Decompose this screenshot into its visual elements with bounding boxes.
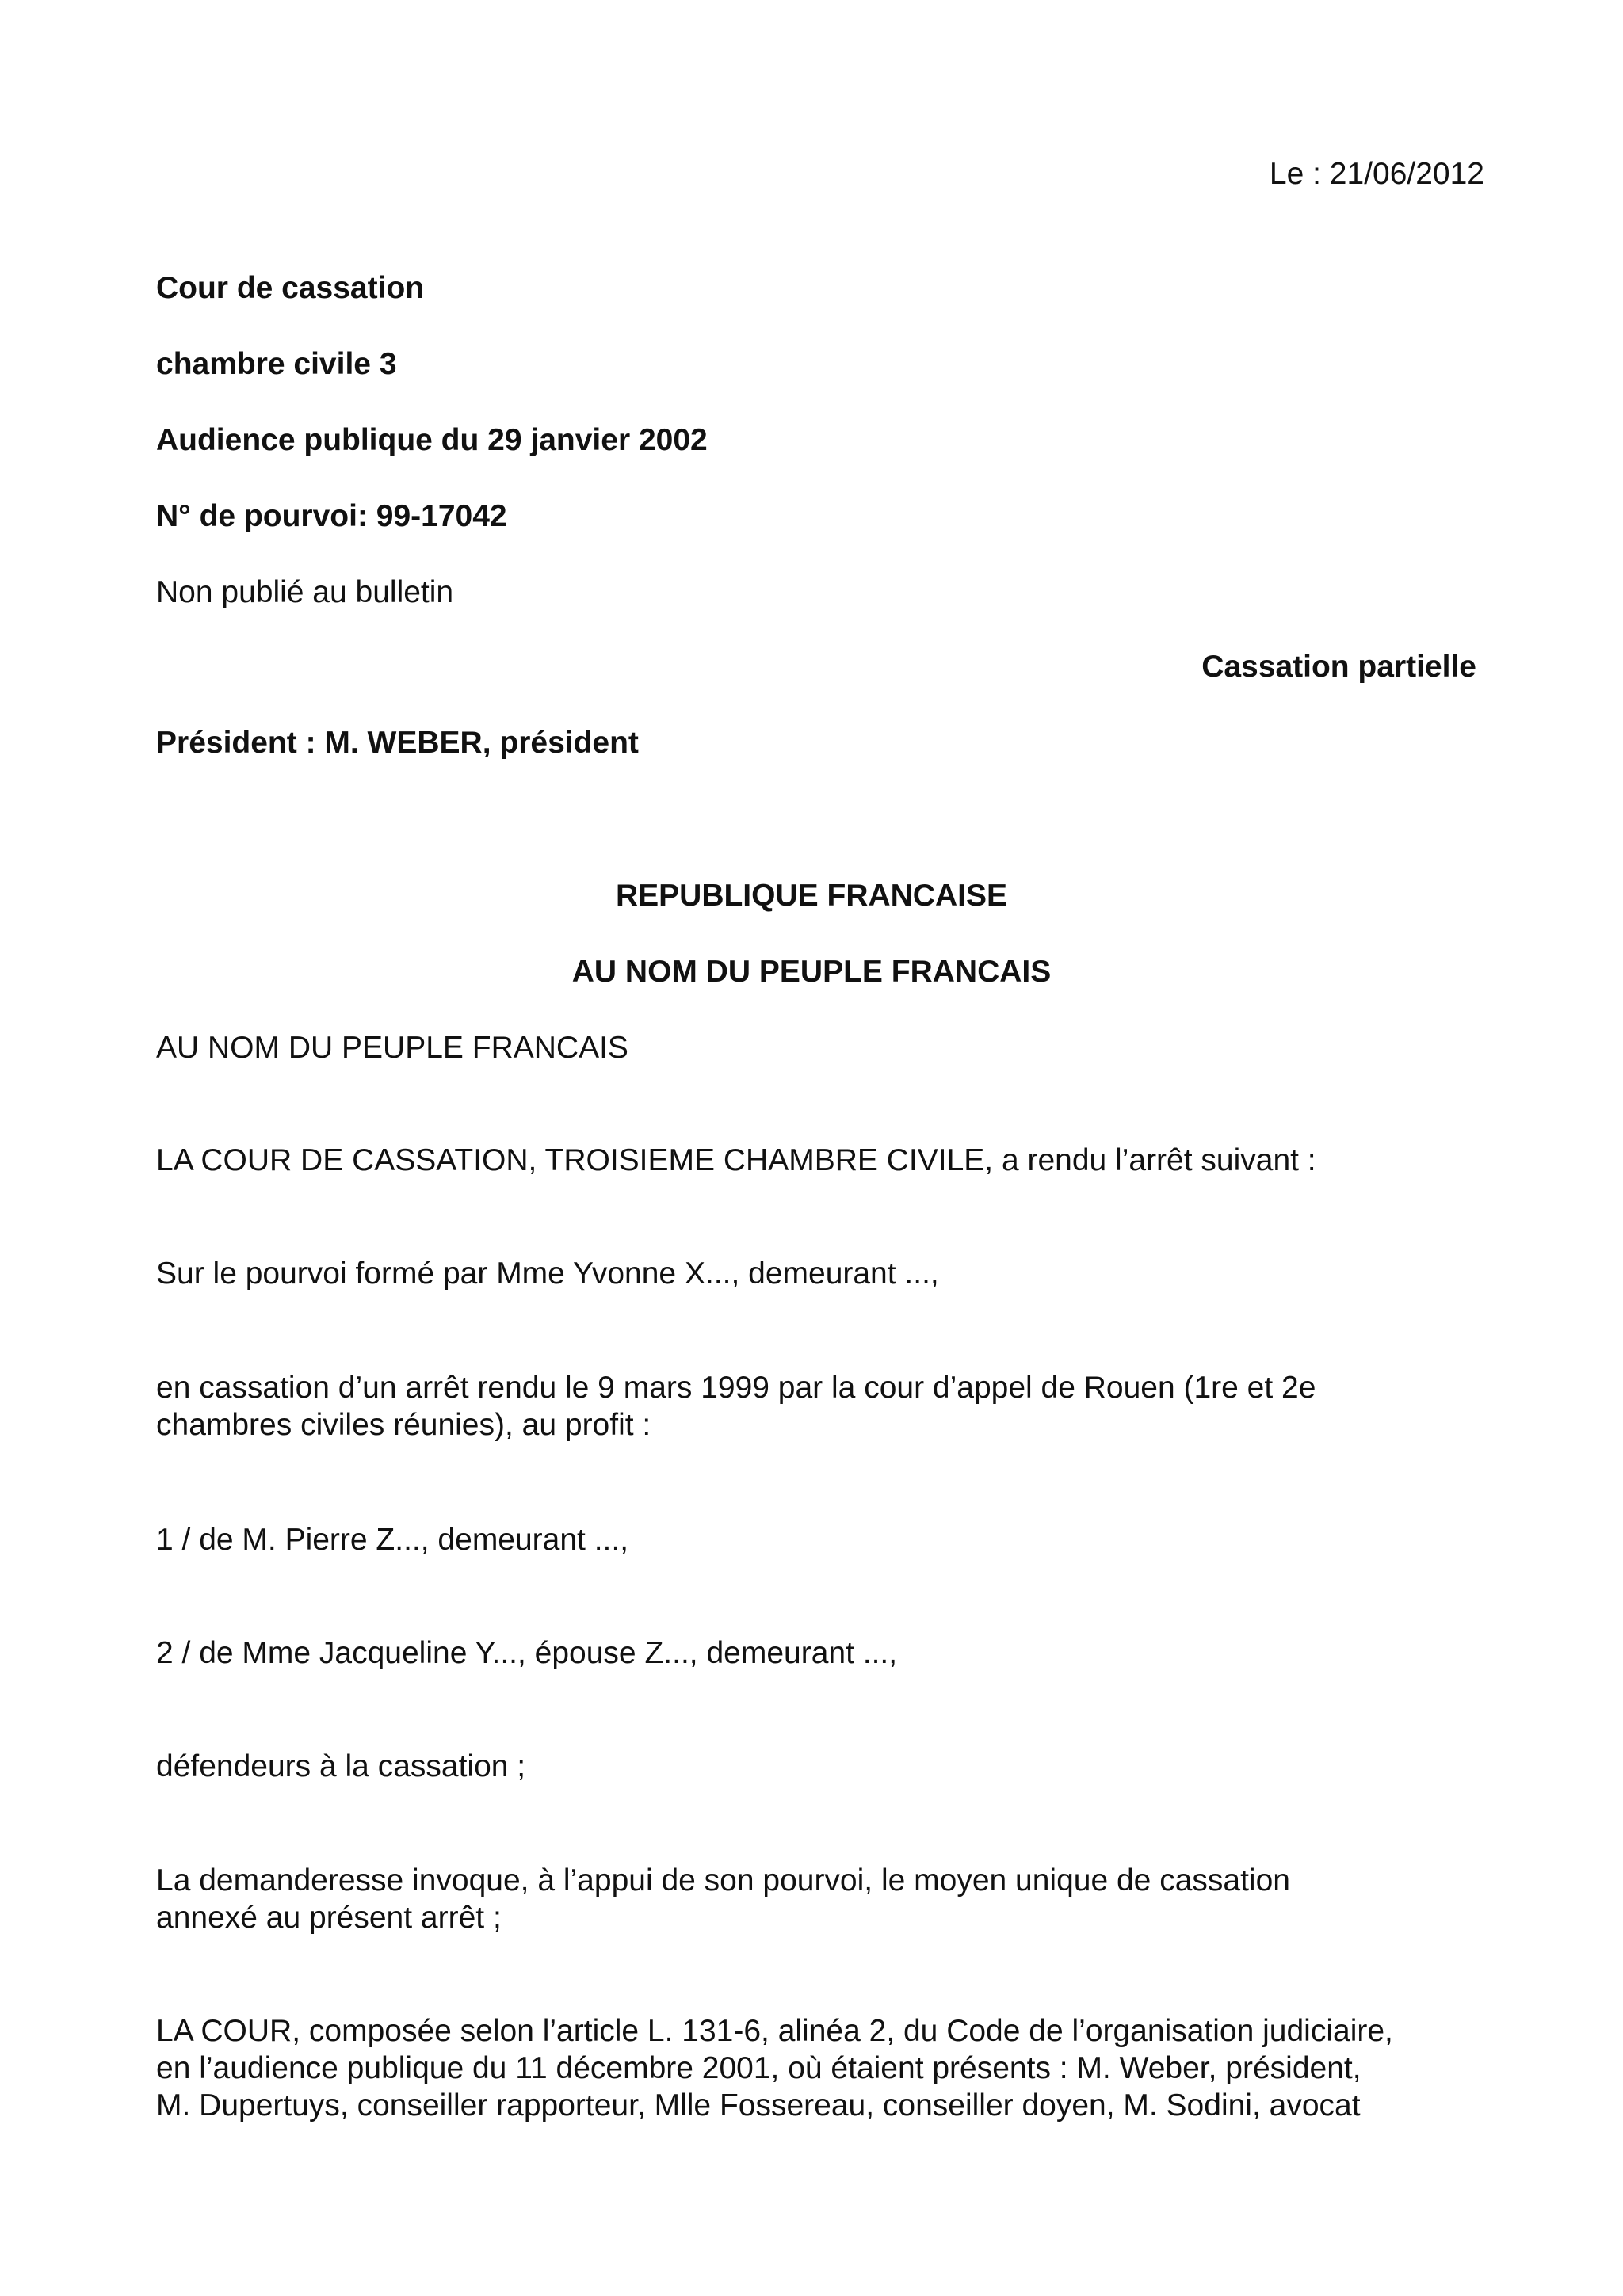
publication-status: Non publié au bulletin [156,575,454,609]
paragraph-plea-line-2: annexé au présent arrêt ; [156,1901,502,1935]
paragraph-appeal-line-2: chambres civiles réunies), au profit : [156,1408,651,1442]
paragraph-intro: LA COUR DE CASSATION, TROISIEME CHAMBRE CIVILE, a rendu l’arrêt suivant : [156,1143,1316,1177]
heading-republic: REPUBLIQUE FRANCAISE [615,879,1008,913]
paragraph-defendants: défendeurs à la cassation ; [156,1749,526,1783]
chamber-name: chambre civile 3 [156,347,397,381]
hearing-date: Audience publique du 29 janvier 2002 [156,423,708,457]
paragraph-court-line-3: M. Dupertuys, conseiller rapporteur, Mlle Fossereau, conseiller doyen, M. Sodini, avocat [156,2088,1361,2122]
paragraph-defendant-2: 2 / de Mme Jacqueline Y..., épouse Z..., demeurant ..., [156,1636,898,1670]
paragraph-court-line-1: LA COUR, composée selon l’article L. 131-6, alinéa 2, du Code de l’organisation judiciaire, [156,2014,1393,2048]
paragraph-defendant-1: 1 / de M. Pierre Z..., demeurant ..., [156,1523,629,1557]
paragraph-court-line-2: en l’audience publique du 11 décembre 2001, où étaient présents : M. Weber, président, [156,2051,1361,2085]
court-name: Cour de cassation [156,271,425,305]
decision-outcome: Cassation partielle [1201,650,1476,684]
people-plain: AU NOM DU PEUPLE FRANCAIS [156,1031,628,1065]
paragraph-plea-line-1: La demanderesse invoque, à l’appui de son pourvoi, le moyen unique de cassation [156,1863,1290,1897]
paragraph-appeal-line-1: en cassation d’un arrêt rendu le 9 mars 1999 par la cour d’appel de Rouen (1re et 2e [156,1371,1316,1405]
date-line: Le : 21/06/2012 [1269,157,1484,191]
president-line: Président : M. WEBER, président [156,726,639,760]
heading-people: AU NOM DU PEUPLE FRANCAIS [571,955,1052,989]
paragraph-appellant: Sur le pourvoi formé par Mme Yvonne X..., demeurant ..., [156,1257,939,1291]
appeal-number: N° de pourvoi: 99-17042 [156,499,507,533]
